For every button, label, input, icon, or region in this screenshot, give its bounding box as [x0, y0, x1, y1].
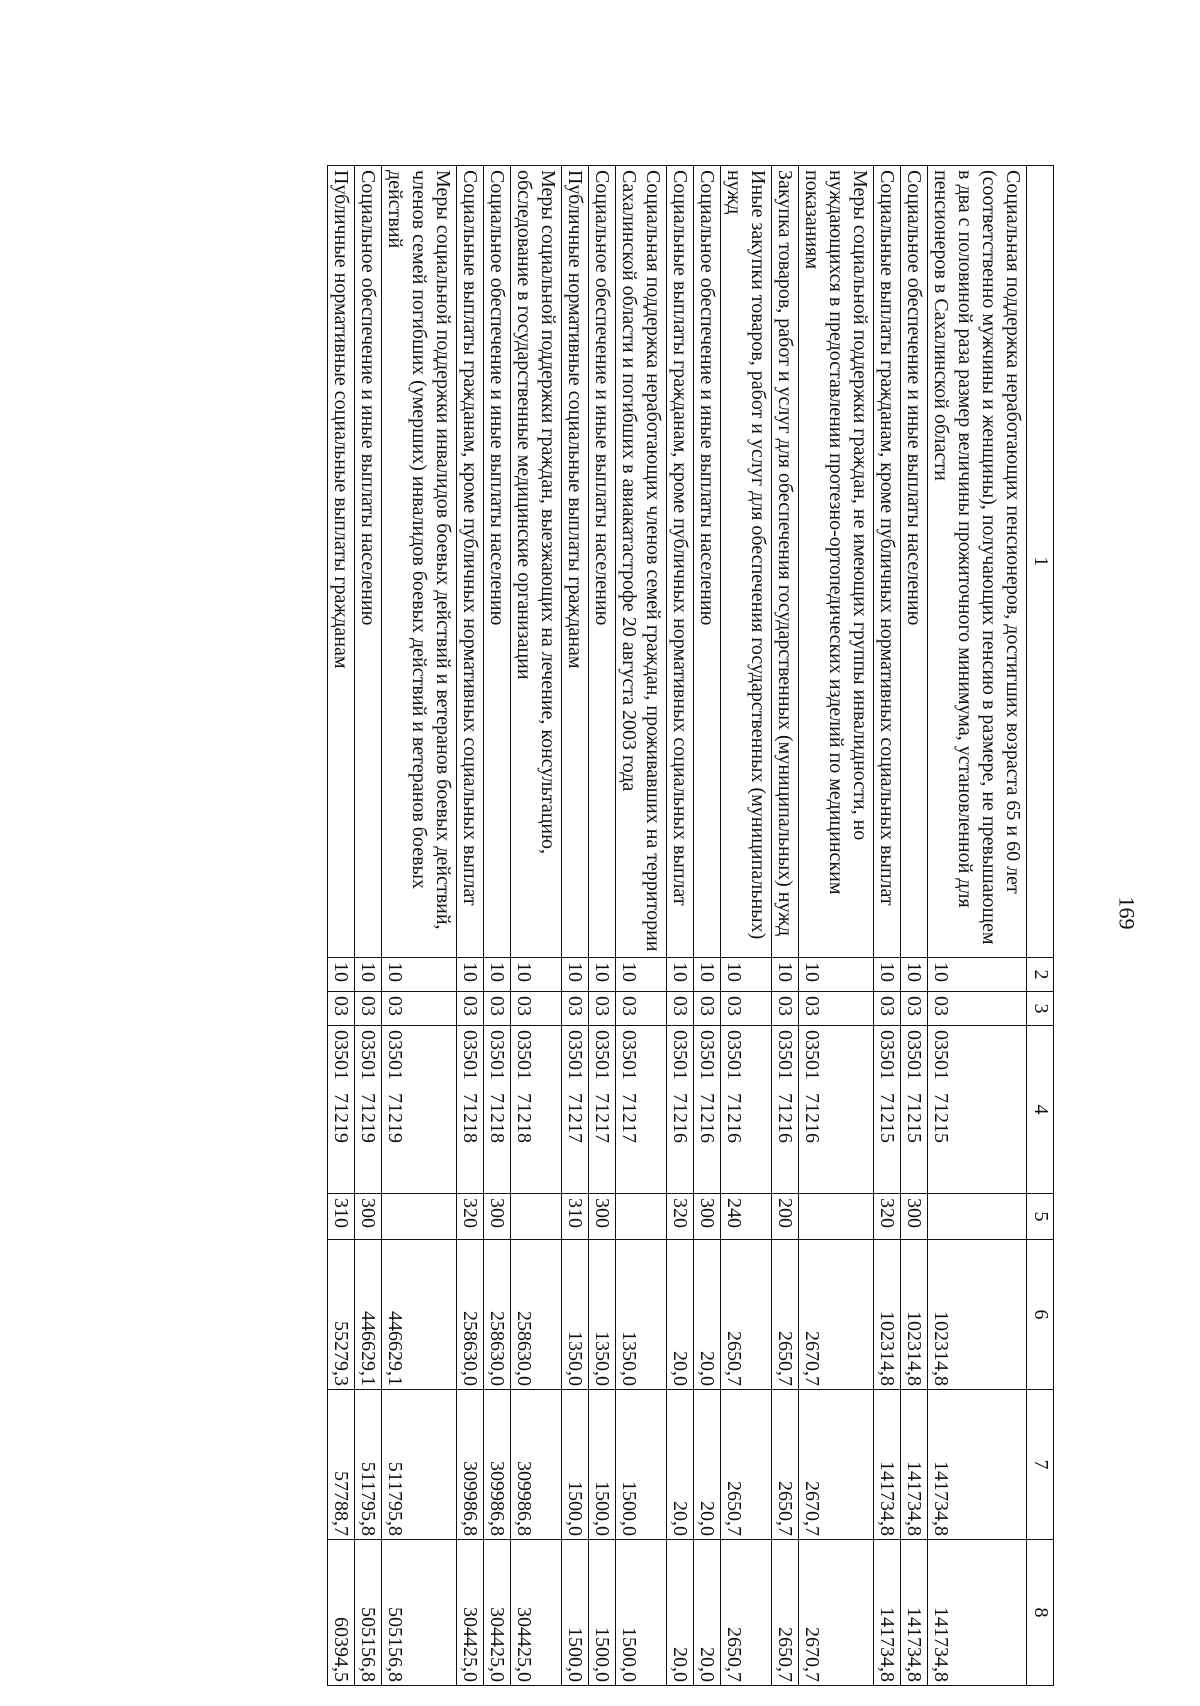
- row-section-code: 10: [772, 958, 799, 992]
- row-target-article: [694, 1026, 721, 1194]
- row-value-col6: 1350,0: [589, 1240, 616, 1390]
- row-target-article: [511, 1026, 562, 1194]
- row-value-col6: 20,0: [667, 1240, 694, 1390]
- row-section-code: 10: [589, 958, 616, 992]
- row-section-code: 10: [382, 958, 457, 992]
- row-name: Социальная поддержка неработающих пенсионеров, достигших возраста 65 и 60 лет (соответственно мужчины и женщины), получающих пенсию в размере, не превышающем в два с половиной раза размер величины прожиточного минимума, установленной для пенсионеров в Сахалинской области: [928, 166, 1027, 958]
- target-article-part1: 03501: [618, 1030, 640, 1080]
- row-value-col8: 505156,8: [355, 1540, 382, 1686]
- row-name: Социальные выплаты гражданам, кроме публичных нормативных социальных выплат: [667, 166, 694, 958]
- row-section-code: 10: [484, 958, 511, 992]
- row-value-col7: 309986,8: [457, 1390, 484, 1540]
- row-name: Иные закупки товаров, работ и услуг для обеспечения государственных (муниципальных) нужд: [721, 166, 772, 958]
- row-value-col6: 102314,8: [928, 1240, 1027, 1390]
- row-value-col8: 1500,0: [616, 1540, 667, 1686]
- row-name: Социальное обеспечение и иные выплаты населению: [694, 166, 721, 958]
- row-target-article: [382, 1026, 457, 1194]
- row-expense-type: [382, 1194, 457, 1240]
- header-col-8: 8: [1027, 1540, 1054, 1686]
- row-subsection-code: 03: [928, 992, 1027, 1026]
- target-article-part1: 03501: [513, 1030, 535, 1080]
- row-subsection-code: 03: [721, 992, 772, 1026]
- row-section-code: 10: [928, 958, 1027, 992]
- row-value-col8: 60394,5: [328, 1540, 355, 1686]
- row-expense-type: [511, 1194, 562, 1240]
- target-article-part2: 71216: [669, 1093, 691, 1143]
- budget-table: [327, 165, 1054, 1686]
- header-col-6: 6: [1027, 1240, 1054, 1390]
- target-article-part1: 03501: [774, 1030, 796, 1080]
- table-row: [511, 166, 562, 1686]
- target-article-part2: 71216: [774, 1093, 796, 1143]
- target-article-part2: 71218: [459, 1093, 481, 1143]
- row-target-article: [667, 1026, 694, 1194]
- row-section-code: 10: [511, 958, 562, 992]
- row-expense-type: 310: [562, 1194, 589, 1240]
- row-section-code: 10: [667, 958, 694, 992]
- row-subsection-code: 03: [562, 992, 589, 1026]
- row-target-article: [484, 1026, 511, 1194]
- row-expense-type: 310: [328, 1194, 355, 1240]
- row-value-col6: 446629,1: [355, 1240, 382, 1390]
- row-section-code: 10: [694, 958, 721, 992]
- row-subsection-code: 03: [874, 992, 901, 1026]
- row-expense-type: 300: [589, 1194, 616, 1240]
- target-article-part2: 71217: [618, 1093, 640, 1143]
- target-article-part2: 71218: [513, 1093, 535, 1143]
- row-value-col6: 446629,1: [382, 1240, 457, 1390]
- row-value-col7: 20,0: [667, 1390, 694, 1540]
- row-value-col7: 2670,7: [799, 1390, 874, 1540]
- row-expense-type: [928, 1194, 1027, 1240]
- row-name: Меры социальной поддержки граждан, не имеющих группы инвалидности, но нуждающихся в предоставлении протезно-ортопедических изделий по медицинским показаниям: [799, 166, 874, 958]
- header-col-5: 5: [1027, 1194, 1054, 1240]
- row-expense-type: 320: [667, 1194, 694, 1240]
- row-name: Социальные выплаты гражданам, кроме публичных нормативных социальных выплат: [874, 166, 901, 958]
- target-article-part1: 03501: [876, 1030, 898, 1080]
- row-target-article: [616, 1026, 667, 1194]
- row-value-col6: 1350,0: [562, 1240, 589, 1390]
- row-value-col6: 20,0: [694, 1240, 721, 1390]
- row-value-col8: 2650,7: [772, 1540, 799, 1686]
- row-expense-type: 200: [772, 1194, 799, 1240]
- row-target-article: [874, 1026, 901, 1194]
- row-value-col8: 2650,7: [721, 1540, 772, 1686]
- table-row: [589, 166, 616, 1686]
- row-target-article: [928, 1026, 1027, 1194]
- row-value-col8: 141734,8: [874, 1540, 901, 1686]
- row-name: Публичные нормативные социальные выплаты гражданам: [562, 166, 589, 958]
- target-article-part2: 71219: [357, 1093, 379, 1143]
- table-row: [355, 166, 382, 1686]
- row-section-code: 10: [328, 958, 355, 992]
- table-row: [694, 166, 721, 1686]
- row-subsection-code: 03: [667, 992, 694, 1026]
- row-value-col6: 1350,0: [616, 1240, 667, 1390]
- row-subsection-code: 03: [589, 992, 616, 1026]
- row-value-col7: 141734,8: [901, 1390, 928, 1540]
- row-expense-type: [799, 1194, 874, 1240]
- row-value-col8: 141734,8: [928, 1540, 1027, 1686]
- row-value-col6: 2650,7: [772, 1240, 799, 1390]
- row-target-article: [562, 1026, 589, 1194]
- row-expense-type: 240: [721, 1194, 772, 1240]
- row-target-article: [355, 1026, 382, 1194]
- row-value-col7: 1500,0: [589, 1390, 616, 1540]
- target-article-part1: 03501: [486, 1030, 508, 1080]
- target-article-part1: 03501: [696, 1030, 718, 1080]
- row-value-col6: 258630,0: [457, 1240, 484, 1390]
- target-article-part1: 03501: [384, 1030, 406, 1080]
- target-article-part1: 03501: [723, 1030, 745, 1080]
- row-section-code: 10: [355, 958, 382, 992]
- row-section-code: 10: [721, 958, 772, 992]
- row-subsection-code: 03: [484, 992, 511, 1026]
- table-row: [874, 166, 901, 1686]
- row-subsection-code: 03: [355, 992, 382, 1026]
- header-col-2: 2: [1027, 958, 1054, 992]
- table-row: [328, 166, 355, 1686]
- row-value-col6: 102314,8: [901, 1240, 928, 1390]
- header-col-3: 3: [1027, 992, 1054, 1026]
- table-row: [772, 166, 799, 1686]
- table-row: [928, 166, 1027, 1686]
- header-row: [1027, 166, 1054, 1686]
- target-article-part2: 71216: [723, 1093, 745, 1143]
- row-value-col8: 1500,0: [562, 1540, 589, 1686]
- row-value-col7: 57788,7: [328, 1390, 355, 1540]
- row-value-col7: 141734,8: [874, 1390, 901, 1540]
- table-row: [457, 166, 484, 1686]
- row-value-col8: 304425,0: [457, 1540, 484, 1686]
- row-expense-type: 320: [874, 1194, 901, 1240]
- row-value-col8: 2670,7: [799, 1540, 874, 1686]
- row-value-col6: 55279,3: [328, 1240, 355, 1390]
- target-article-part2: 71217: [591, 1093, 613, 1143]
- row-value-col7: 1500,0: [616, 1390, 667, 1540]
- row-value-col7: 2650,7: [772, 1390, 799, 1540]
- row-name: Социальные выплаты гражданам, кроме публичных нормативных социальных выплат: [457, 166, 484, 958]
- row-value-col7: 511795,8: [355, 1390, 382, 1540]
- row-target-article: [589, 1026, 616, 1194]
- row-name: Социальное обеспечение и иные выплаты населению: [589, 166, 616, 958]
- row-subsection-code: 03: [382, 992, 457, 1026]
- table-row: [799, 166, 874, 1686]
- target-article-part1: 03501: [930, 1030, 952, 1080]
- row-name: Социальное обеспечение и иные выплаты населению: [355, 166, 382, 958]
- target-article-part2: 71215: [876, 1093, 898, 1143]
- row-expense-type: 300: [901, 1194, 928, 1240]
- row-expense-type: 300: [355, 1194, 382, 1240]
- row-section-code: 10: [874, 958, 901, 992]
- row-expense-type: [616, 1194, 667, 1240]
- row-subsection-code: 03: [901, 992, 928, 1026]
- row-value-col8: 141734,8: [901, 1540, 928, 1686]
- row-section-code: 10: [562, 958, 589, 992]
- row-section-code: 10: [616, 958, 667, 992]
- row-value-col8: 1500,0: [589, 1540, 616, 1686]
- row-value-col6: 2650,7: [721, 1240, 772, 1390]
- row-subsection-code: 03: [457, 992, 484, 1026]
- row-target-article: [772, 1026, 799, 1194]
- row-subsection-code: 03: [511, 992, 562, 1026]
- row-value-col8: 20,0: [694, 1540, 721, 1686]
- table-body: [328, 166, 1027, 1686]
- header-col-4: 4: [1027, 1026, 1054, 1194]
- target-article-part1: 03501: [564, 1030, 586, 1080]
- row-name: Социальная поддержка неработающих членов семей граждан, проживавших на территории Сахалинской области и погибших в авиакатастрофе 20 августа 2003 года: [616, 166, 667, 958]
- header-col-7: 7: [1027, 1390, 1054, 1540]
- target-article-part2: 71219: [330, 1093, 352, 1143]
- row-value-col8: 20,0: [667, 1540, 694, 1686]
- row-subsection-code: 03: [799, 992, 874, 1026]
- target-article-part2: 71215: [903, 1093, 925, 1143]
- target-article-part2: 71219: [384, 1093, 406, 1143]
- row-subsection-code: 03: [328, 992, 355, 1026]
- row-section-code: 10: [901, 958, 928, 992]
- table-row: [382, 166, 457, 1686]
- table-row: [562, 166, 589, 1686]
- target-article-part2: 71217: [564, 1093, 586, 1143]
- row-expense-type: 300: [694, 1194, 721, 1240]
- row-expense-type: 300: [484, 1194, 511, 1240]
- row-value-col7: 1500,0: [562, 1390, 589, 1540]
- row-value-col6: 102314,8: [874, 1240, 901, 1390]
- row-name: Публичные нормативные социальные выплаты гражданам: [328, 166, 355, 958]
- target-article-part1: 03501: [459, 1030, 481, 1080]
- row-value-col7: 141734,8: [928, 1390, 1027, 1540]
- table-row: [484, 166, 511, 1686]
- row-section-code: 10: [457, 958, 484, 992]
- row-value-col7: 309986,8: [484, 1390, 511, 1540]
- row-target-article: [457, 1026, 484, 1194]
- row-value-col8: 304425,0: [511, 1540, 562, 1686]
- row-target-article: [328, 1026, 355, 1194]
- target-article-part1: 03501: [669, 1030, 691, 1080]
- page-number: 169: [1114, 896, 1140, 930]
- target-article-part2: 71216: [801, 1093, 823, 1143]
- row-subsection-code: 03: [694, 992, 721, 1026]
- budget-table-rotated: [74, 165, 1054, 1685]
- row-subsection-code: 03: [772, 992, 799, 1026]
- table-row: [667, 166, 694, 1686]
- target-article-part1: 03501: [903, 1030, 925, 1080]
- row-value-col8: 304425,0: [484, 1540, 511, 1686]
- row-expense-type: 320: [457, 1194, 484, 1240]
- row-name: Меры социальной поддержки инвалидов боевых действий и ветеранов боевых действий, членов семей погибших (умерших) инвалидов боевых действий и ветеранов боевых действий: [382, 166, 457, 958]
- row-section-code: 10: [799, 958, 874, 992]
- row-value-col6: 2670,7: [799, 1240, 874, 1390]
- row-value-col6: 258630,0: [511, 1240, 562, 1390]
- row-subsection-code: 03: [616, 992, 667, 1026]
- row-value-col7: 511795,8: [382, 1390, 457, 1540]
- table-row: [901, 166, 928, 1686]
- header-col-1: 1: [1027, 166, 1054, 958]
- row-value-col8: 505156,8: [382, 1540, 457, 1686]
- target-article-part1: 03501: [330, 1030, 352, 1080]
- target-article-part2: 71218: [486, 1093, 508, 1143]
- row-name: Меры социальной поддержки граждан, выезжающих на лечение, консультацию, обследование в государственные медицинские организации: [511, 166, 562, 958]
- target-article-part2: 71215: [930, 1093, 952, 1143]
- target-article-part1: 03501: [357, 1030, 379, 1080]
- row-value-col7: 2650,7: [721, 1390, 772, 1540]
- table-row: [616, 166, 667, 1686]
- row-value-col7: 309986,8: [511, 1390, 562, 1540]
- target-article-part2: 71216: [696, 1093, 718, 1143]
- row-name: Закупка товаров, работ и услуг для обеспечения государственных (муниципальных) нужд: [772, 166, 799, 958]
- row-target-article: [901, 1026, 928, 1194]
- row-target-article: [799, 1026, 874, 1194]
- row-value-col6: 258630,0: [484, 1240, 511, 1390]
- row-target-article: [721, 1026, 772, 1194]
- table-row: [721, 166, 772, 1686]
- row-name: Социальное обеспечение и иные выплаты населению: [901, 166, 928, 958]
- target-article-part1: 03501: [591, 1030, 613, 1080]
- row-name: Социальное обеспечение и иные выплаты населению: [484, 166, 511, 958]
- row-value-col7: 20,0: [694, 1390, 721, 1540]
- target-article-part1: 03501: [801, 1030, 823, 1080]
